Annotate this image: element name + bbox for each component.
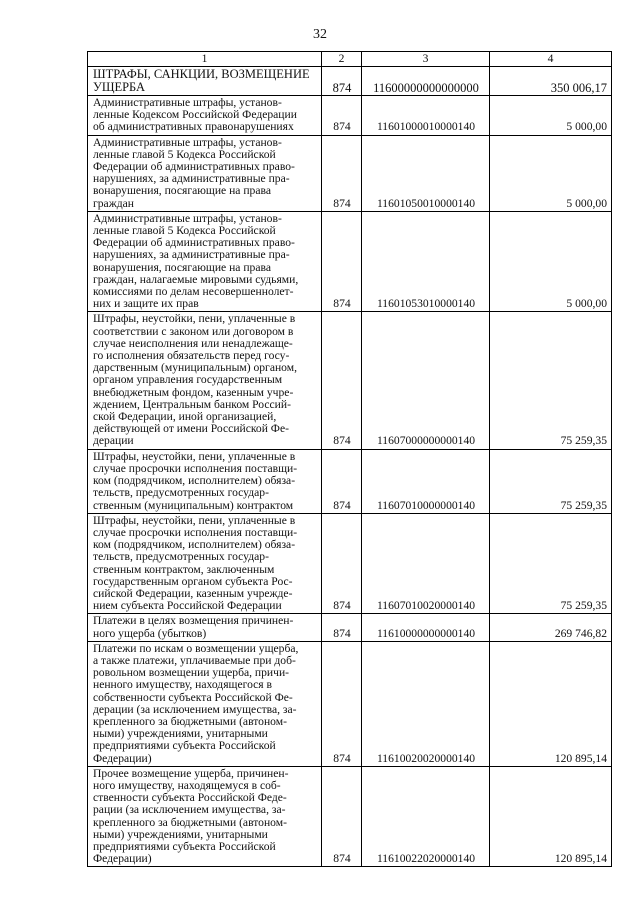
row-name-cell: Административные штрафы, установ- ленные главой 5 Кодекса Российской Федерации об административных право- нарушениях, за административные пра- вонарушения, посягающие на права граждан, налагаемые мировыми судьями, комиссиями по делам несовершеннолет- них и защите их прав — [88, 211, 322, 312]
row-name-cell: Штрафы, неустойки, пени, уплаченные в случае просрочки исполнения поставщи- ком (подрядчиком, исполнителем) обяза- тельств, предусмотренных государ- ственным контрактом, заключенным государственным органом субъекта Рос- сийской Федерации, казенным учрежде- нием субъекта Российской Федерации — [88, 513, 322, 614]
row-amount-cell: 120 895,14 — [490, 641, 612, 766]
row-name-cell: Платежи в целях возмещения причинен- ного ущерба (убытков) — [88, 614, 322, 641]
row-name-cell: Штрафы, неустойки, пени, уплаченные в случае просрочки исполнения поставщи- ком (подрядчиком, исполнителем) обяза- тельств, предусмотренных государ- ственным (муниципальным) контрактом — [88, 449, 322, 513]
row-amount-cell: 75 259,35 — [490, 449, 612, 513]
row-name-cell: Штрафы, неустойки, пени, уплаченные в соответствии с законом или договором в случае неисполнения или ненадлежаще- го исполнения обязательств перед госу- дарственным (муниципальным) органом, органом управления государственным внебюджетным фондом, казенным учре- ждением, Центральным банком Россий- ской Федерации, иной организацией, действующей от имени Российской Фе- дерации — [88, 312, 322, 449]
row-admin-code-cell: 874 — [322, 641, 362, 766]
row-budget-code-cell: 11601050010000140 — [362, 135, 490, 211]
column-header-3: 3 — [362, 52, 490, 67]
row-amount-cell: 75 259,35 — [490, 312, 612, 449]
column-header-2: 2 — [322, 52, 362, 67]
row-budget-code-cell: 11601000010000140 — [362, 96, 490, 136]
row-admin-code-cell: 874 — [322, 766, 362, 867]
row-name-cell: Административные штрафы, установ- ленные Кодексом Российской Федерации об административных правонарушениях — [88, 96, 322, 136]
row-admin-code-cell: 874 — [322, 449, 362, 513]
column-header-1: 1 — [88, 52, 322, 67]
row-admin-code-cell: 874 — [322, 211, 362, 312]
page-number: 32 — [313, 27, 327, 42]
row-name-cell: Платежи по искам о возмещении ущерба, а также платежи, уплачиваемые при доб- ровольном возмещении ущерба, причи- ненного имуществу, находящегося в собственности субъекта Российской Фе- дерации (за исключением имущества, за- крепленного за бюджетными (автоном- ными) учреждениями, унитарными предприятиями субъекта Российской Федерации) — [88, 641, 322, 766]
row-budget-code-cell: 11610022020000140 — [362, 766, 490, 867]
row-budget-code-cell: 11600000000000000 — [362, 67, 490, 96]
row-budget-code-cell: 11607000000000140 — [362, 312, 490, 449]
row-amount-cell: 350 006,17 — [490, 67, 612, 96]
row-name-cell: ШТРАФЫ, САНКЦИИ, ВОЗМЕЩЕНИЕ УЩЕРБА — [88, 67, 322, 96]
row-amount-cell: 269 746,82 — [490, 614, 612, 641]
table-row — [88, 135, 612, 211]
table-row — [88, 67, 612, 96]
column-header-4: 4 — [490, 52, 612, 67]
table-row — [88, 614, 612, 641]
row-budget-code-cell: 11610020020000140 — [362, 641, 490, 766]
table-row — [88, 641, 612, 766]
row-budget-code-cell: 11607010000000140 — [362, 449, 490, 513]
row-budget-code-cell: 11601053010000140 — [362, 211, 490, 312]
row-name-cell: Административные штрафы, установ- ленные главой 5 Кодекса Российской Федерации об административных право- нарушениях, за административные пра- вонарушения, посягающие на права граждан — [88, 135, 322, 211]
table-header-row — [88, 52, 612, 67]
revenue-table — [87, 51, 612, 867]
table-row — [88, 449, 612, 513]
row-admin-code-cell: 874 — [322, 614, 362, 641]
row-amount-cell: 5 000,00 — [490, 211, 612, 312]
row-amount-cell: 5 000,00 — [490, 135, 612, 211]
table-row — [88, 513, 612, 614]
table-row — [88, 766, 612, 867]
table-row — [88, 211, 612, 312]
row-amount-cell: 5 000,00 — [490, 96, 612, 136]
row-amount-cell: 120 895,14 — [490, 766, 612, 867]
row-admin-code-cell: 874 — [322, 513, 362, 614]
row-amount-cell: 75 259,35 — [490, 513, 612, 614]
row-budget-code-cell: 11610000000000140 — [362, 614, 490, 641]
table-row — [88, 312, 612, 449]
row-admin-code-cell: 874 — [322, 135, 362, 211]
row-admin-code-cell: 874 — [322, 312, 362, 449]
row-budget-code-cell: 11607010020000140 — [362, 513, 490, 614]
row-name-cell: Прочее возмещение ущерба, причинен- ного имуществу, находящемуся в соб- ственности субъекта Российской Феде- рации (за исключением имущества, за- крепленного за бюджетными (автоном- ными) учреждениями, унитарными предприятиями субъекта Российской Федерации) — [88, 766, 322, 867]
row-admin-code-cell: 874 — [322, 96, 362, 136]
table-row — [88, 96, 612, 136]
row-admin-code-cell: 874 — [322, 67, 362, 96]
